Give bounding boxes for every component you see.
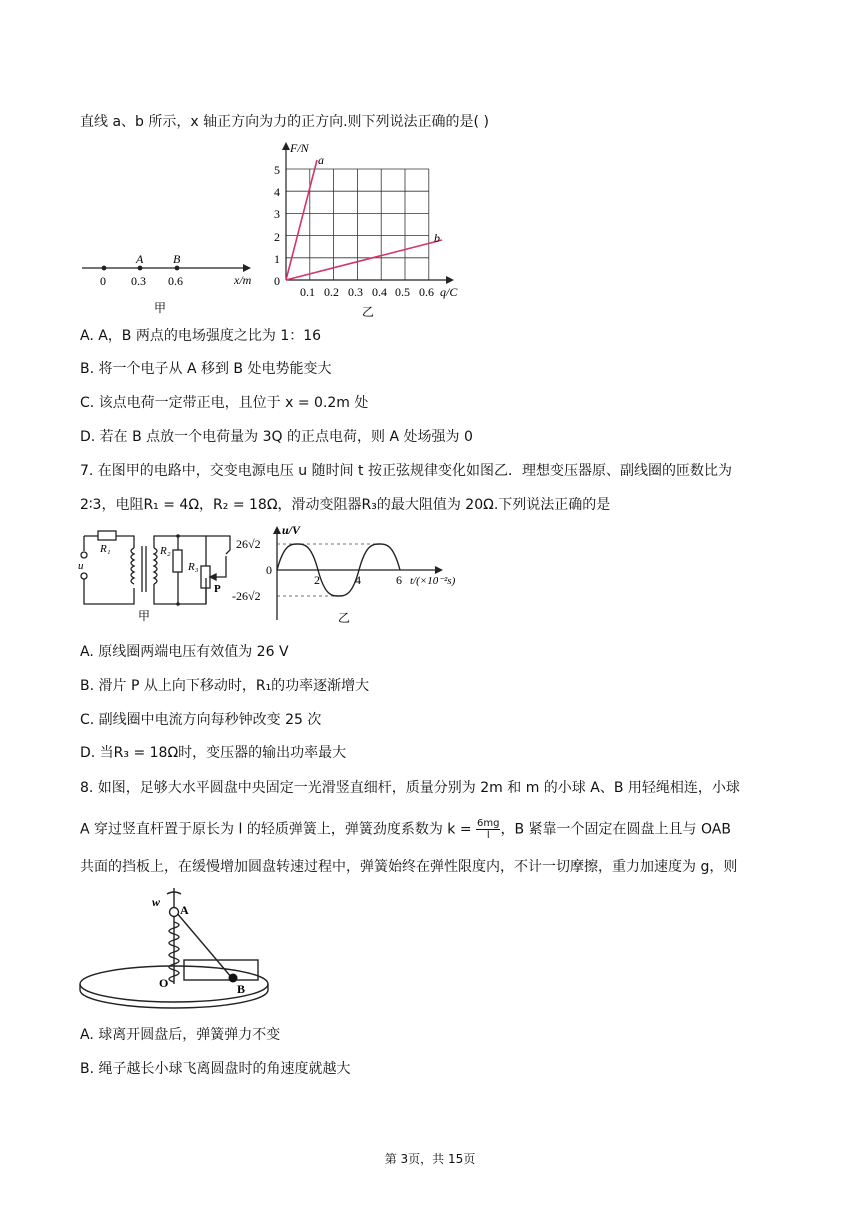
x-tick-0-6: 0.6 <box>419 285 434 299</box>
tick-0-3: 0.3 <box>131 274 146 288</box>
point-a-label: A <box>136 252 144 266</box>
r2-label: R₂ <box>160 545 171 557</box>
caption-yi: 乙 <box>362 305 375 319</box>
q8-option-b: B. 绳子越长小球飞离圆盘时的角速度就越大 <box>80 1061 351 1077</box>
q8-stem-line2 <box>80 818 731 841</box>
q8-stem-line2-post: ，B 紧靠一个固定在圆盘上且与 OAB <box>500 821 731 838</box>
point-b-label: B <box>173 252 181 266</box>
x-axis-label: q/C <box>440 285 458 299</box>
wave-x-label: t/(×10⁻²s) <box>410 575 456 587</box>
caption-jia: 甲 <box>154 301 167 315</box>
ball-a-label: A <box>180 903 189 917</box>
y-tick-0: 0 <box>274 274 280 288</box>
r1-label: R₁ <box>100 543 111 555</box>
center-o-label: O <box>159 976 169 990</box>
wave-y-label: u/V <box>282 524 301 537</box>
wave-x-tick-6: 6 <box>396 573 402 587</box>
fraction-numerator: 6mg <box>477 818 500 829</box>
q7-option-d: D. 当R₃ = 18Ω时，变压器的输出功率最大 <box>80 745 347 761</box>
caption-yi-7: 乙 <box>338 611 351 625</box>
q7-stem-line1: 7. 在图甲的电路中，交变电源电压 u 随时间 t 按正弦规律变化如图乙．理想变压器原、副线圈的匝数比为 <box>80 463 732 479</box>
q6-figure-jia <box>78 250 268 320</box>
q7-option-c: C. 副线圈中电流方向每秒钟改变 25 次 <box>80 712 322 728</box>
y-tick-3: 3 <box>274 207 280 221</box>
q7-wave-figure <box>232 524 482 628</box>
slider-p-label: P <box>214 583 221 595</box>
wave-x-tick-2: 2 <box>314 573 320 587</box>
caption-jia-7: 甲 <box>138 609 151 623</box>
ball-b-label: B <box>237 982 246 996</box>
x-axis-label: x/m <box>234 273 252 287</box>
wave-x-tick-4: 4 <box>355 573 361 587</box>
omega-label: w <box>152 895 161 909</box>
source-label: u <box>78 560 84 572</box>
q6-option-d: D. 若在 B 点放一个电荷量为 3Q 的正点电荷，则 A 处场强为 0 <box>80 429 473 445</box>
r3-label: R₃ <box>188 561 199 573</box>
tick-0-6: 0.6 <box>168 274 183 288</box>
tick-0: 0 <box>100 274 106 288</box>
x-tick-0-3: 0.3 <box>348 285 363 299</box>
q6-intro: 直线 a、b 所示，x 轴正方向为力的正方向.则下列说法正确的是( ) <box>80 114 489 130</box>
y-tick-1: 1 <box>274 252 280 266</box>
spring-constant-fraction <box>476 818 500 841</box>
q6-figure-yi <box>268 138 478 323</box>
q8-stem-line2-pre: A 穿过竖直杆置于原长为 l 的轻质弹簧上，弹簧劲度系数为 k = <box>80 821 477 838</box>
q8-figure <box>74 884 274 1014</box>
wave-y-min: -26√2 <box>232 589 261 603</box>
x-tick-0-2: 0.2 <box>324 285 339 299</box>
fraction-denominator: l <box>486 830 490 841</box>
line-a-label: a <box>318 153 324 167</box>
y-axis-label: F/N <box>290 141 309 155</box>
q6-option-a: A. A，B 两点的电场强度之比为 1：16 <box>80 328 322 344</box>
x-tick-0-4: 0.4 <box>372 285 387 299</box>
q7-stem-line2: 2∶3，电阻R₁ = 4Ω，R₂ = 18Ω，滑动变阻器R₃的最大阻值为 20Ω.下列说法正确的是 <box>80 497 611 513</box>
y-tick-4: 4 <box>274 185 280 199</box>
line-b-label: b <box>434 231 440 245</box>
q7-option-b: B. 滑片 P 从上向下移动时，R₁的功率逐渐增大 <box>80 678 370 694</box>
wave-zero: 0 <box>266 563 272 577</box>
page-footer: 第 3页，共 15页 <box>384 1152 476 1166</box>
q8-stem-line3: 共面的挡板上，在缓慢增加圆盘转速过程中，弹簧始终在弹性限度内，不计一切摩擦，重力加速度为 g，则 <box>80 859 738 875</box>
q8-option-a: A. 球离开圆盘后，弹簧弹力不变 <box>80 1027 281 1043</box>
q8-stem-line1: 8. 如图，足够大水平圆盘中央固定一光滑竖直细杆，质量分别为 2m 和 m 的小球 A、B 用轻绳相连，小球 <box>80 780 740 796</box>
x-tick-0-1: 0.1 <box>300 285 315 299</box>
x-tick-0-5: 0.5 <box>395 285 410 299</box>
q7-option-a: A. 原线圈两端电压有效值为 26 V <box>80 644 289 660</box>
q6-option-c: C. 该点电荷一定带正电，且位于 x = 0.2m 处 <box>80 395 369 411</box>
y-tick-2: 2 <box>274 230 280 244</box>
y-tick-5: 5 <box>274 163 280 177</box>
wave-y-max: 26√2 <box>236 537 261 551</box>
q6-option-b: B. 将一个电子从 A 移到 B 处电势能变大 <box>80 361 332 377</box>
